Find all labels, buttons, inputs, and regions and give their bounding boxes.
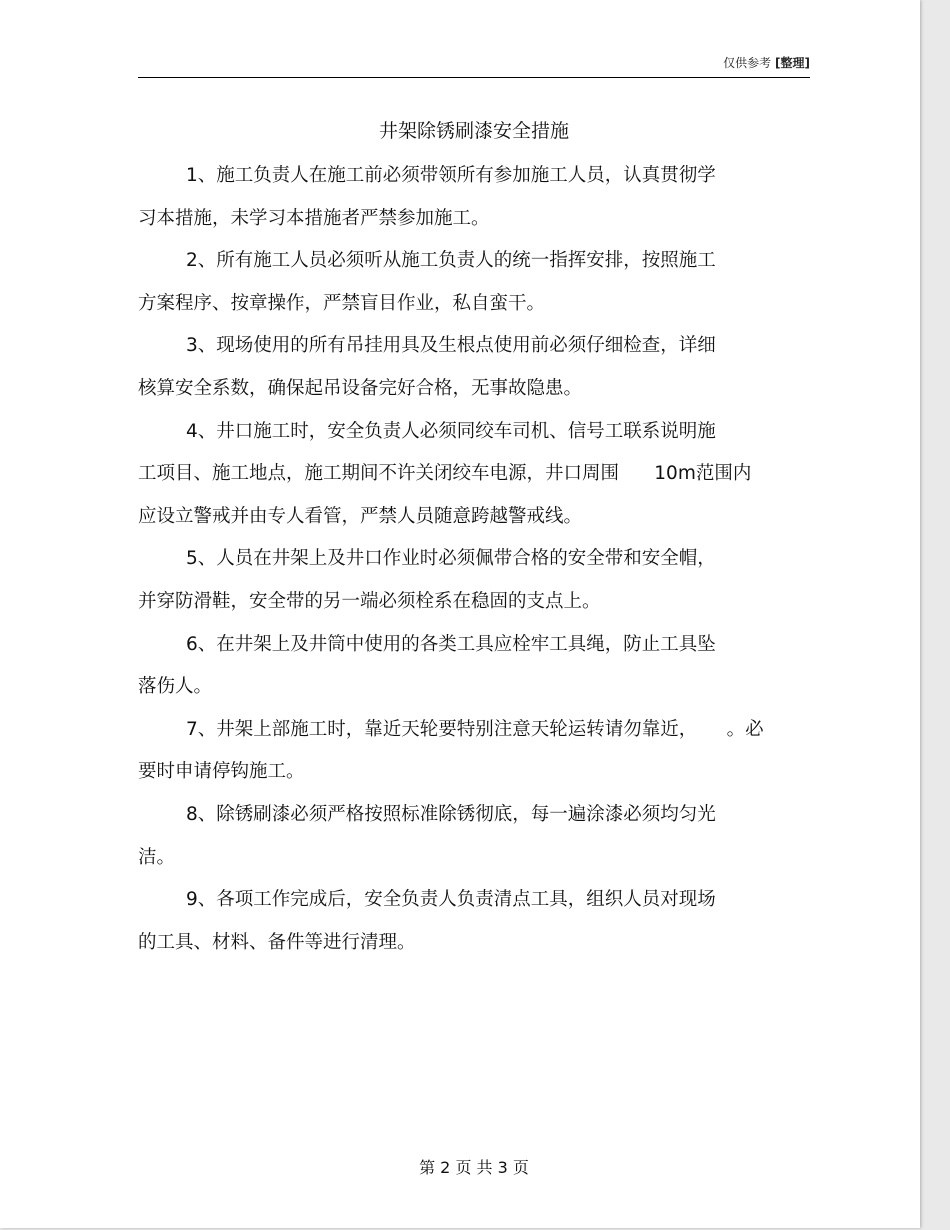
paragraph-line: 洁。 <box>138 846 176 868</box>
paragraph-line: 2、所有施工人员必须听从施工负责人的统一指挥安排，按照施工 <box>186 250 716 272</box>
paragraph-line: 6、在井架上及井筒中使用的各类工具应栓牢工具绳，防止工具坠 <box>186 633 716 655</box>
paragraph-3 <box>138 325 810 410</box>
header-tag: [整理] <box>775 56 810 70</box>
paragraph-line: 3、现场使用的所有吊挂用具及生根点使用前必须仔细检查，详细 <box>186 335 716 357</box>
paragraph-line: 4、井口施工时，安全负责人必须同绞车司机、信号工联系说明施 <box>186 420 716 442</box>
page-header <box>138 54 810 78</box>
paragraph-line: 9、各项工作完成后，安全负责人负责清点工具，组织人员对现场 <box>186 889 716 911</box>
paragraph-line: 的工具、材料、备件等进行清理。 <box>138 931 416 953</box>
paragraph-line: 5、人员在井架上及井口作业时必须佩带合格的安全带和安全帽， <box>186 548 716 570</box>
header-note: 仅供参考 <box>723 56 772 70</box>
paragraph-8 <box>138 794 810 879</box>
paragraph-line: 应设立警戒并由专人看管，严禁人员随意跨越警戒线。 <box>138 505 583 527</box>
paragraph-line: 习本措施，未学习本措施者严禁参加施工。 <box>138 207 490 229</box>
paragraph-7 <box>138 709 810 794</box>
paragraph-2 <box>138 240 810 325</box>
paragraph-line: 8、除锈刷漆必须严格按照标准除锈彻底，每一遍涂漆必须均匀光 <box>186 803 716 825</box>
page-number: 第 2 页 共 3 页 <box>419 1158 529 1177</box>
paragraph-line: 7、井架上部施工时，靠近天轮要特别注意天轮运转请勿靠近， 。必 <box>186 718 764 740</box>
paragraph-line: 要时申请停钩施工。 <box>138 761 305 783</box>
paragraph-line: 落伤人。 <box>138 676 213 698</box>
paragraph-1 <box>138 155 810 240</box>
paragraph-4 <box>138 411 810 539</box>
paragraph-6 <box>138 624 810 709</box>
document-body <box>138 155 810 964</box>
paragraph-line: 并穿防滑鞋，安全带的另一端必须栓系在稳固的支点上。 <box>138 590 601 612</box>
paragraph-9 <box>138 879 810 964</box>
paragraph-line: 1、施工负责人在施工前必须带领所有参加施工人员，认真贯彻学 <box>186 165 716 186</box>
paragraph-line: 核算安全系数，确保起吊设备完好合格，无事故隐患。 <box>138 377 583 399</box>
document-title: 井架除锈刷漆安全措施 <box>378 120 569 142</box>
paragraph-line: 工项目、施工地点，施工期间不许关闭绞车电源，井口周围 10m范围内 <box>138 463 752 485</box>
paragraph-line: 方案程序、按章操作，严禁盲目作业，私自蛮干。 <box>138 292 546 314</box>
paragraph-5 <box>138 538 810 623</box>
